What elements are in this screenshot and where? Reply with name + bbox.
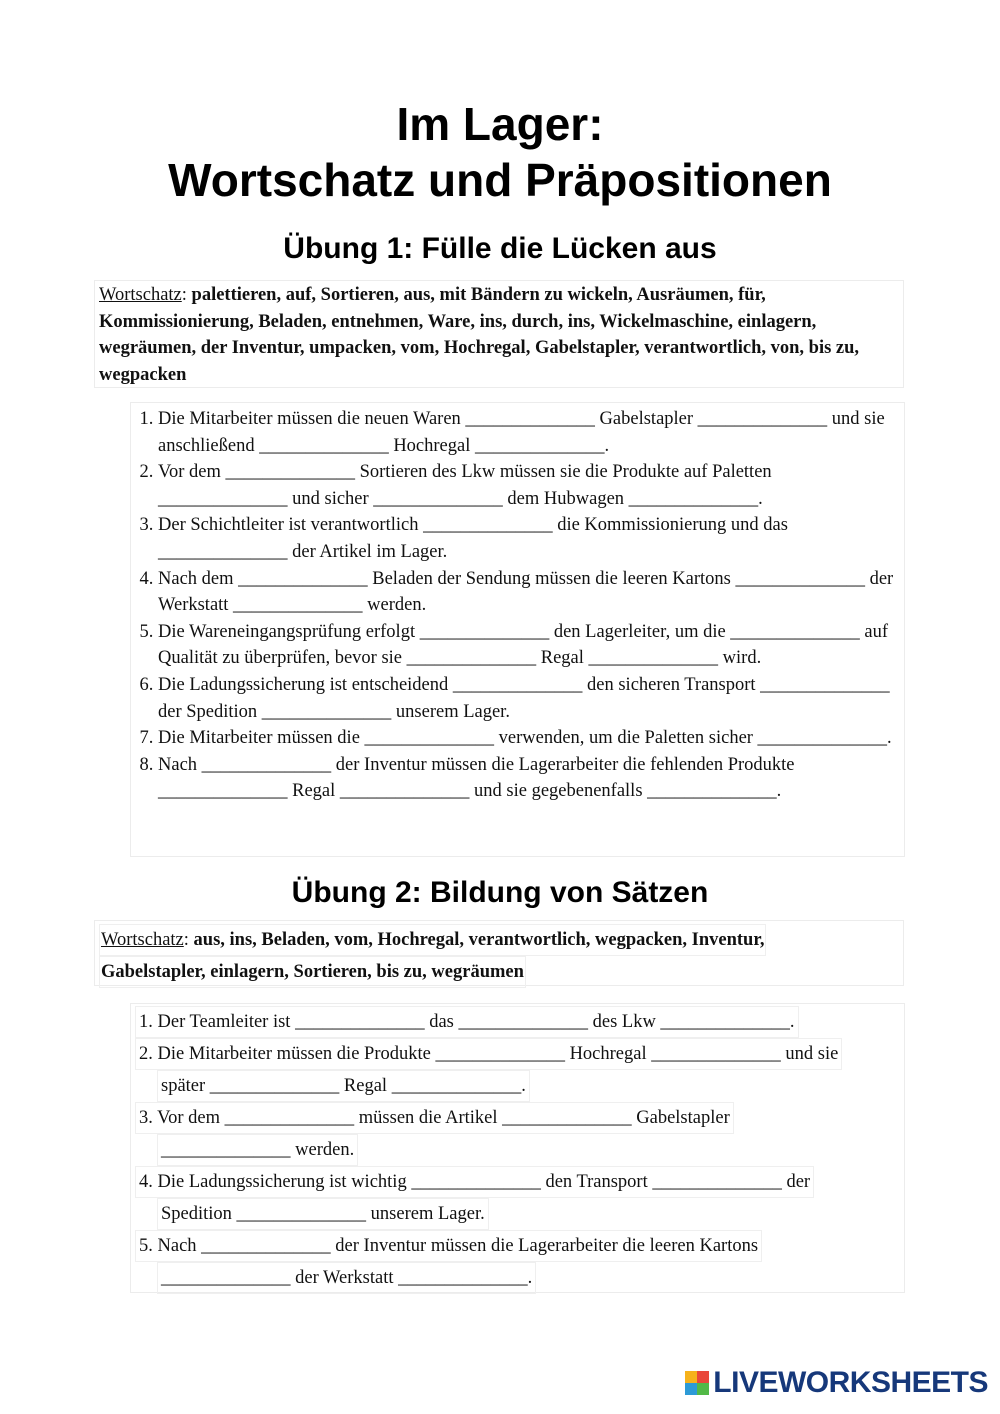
sentence-3[interactable]: 3. Der Schichtleiter ist verantwortlich ______________ die Kommissionierung und das ______________ der Artikel im Lager. (158, 512, 894, 565)
sentence-6[interactable]: 6. Die Ladungssicherung ist entscheidend ______________ den sicheren Transport ______________ der Spedition ______________ unserem Lager. (158, 672, 894, 725)
exercise1-sentences (130, 402, 905, 857)
exercise2-vocab-box (94, 920, 904, 986)
ex2-line-1[interactable]: 1. Der Teamleiter ist ______________ das ______________ des Lkw ______________. (135, 1006, 799, 1038)
liveworksheets-logo[interactable] (685, 1366, 988, 1400)
sentence-1[interactable]: 1. Die Mitarbeiter müssen die neuen Waren ______________ Gabelstapler ______________ und sie anschließend ______________ Hochregal ______________. (158, 406, 894, 459)
sentence-8[interactable]: 8. Nach ______________ der Inventur müssen die Lagerarbeiter die fehlenden Produkte ______________ Regal ______________ und sie gegebenenfalls ______________. (158, 752, 894, 805)
sentence-2[interactable]: 2. Vor dem ______________ Sortieren des Lkw müssen sie die Produkte auf Paletten ______________ und sicher ______________ dem Hubwagen ______________. (158, 459, 894, 512)
sentence-4[interactable]: 4. Nach dem ______________ Beladen der Sendung müssen die leeren Kartons ______________ der Werkstatt ______________ werden. (158, 566, 894, 619)
ex2-line-4[interactable]: 3. Vor dem ______________ müssen die Artikel ______________ Gabelstapler (135, 1102, 734, 1134)
liveworksheets-logo-icon (685, 1371, 709, 1395)
ex2-line-3[interactable]: später ______________ Regal ______________. (157, 1070, 530, 1102)
ex2-line-6[interactable]: 4. Die Ladungssicherung ist wichtig ______________ den Transport ______________ der (135, 1166, 814, 1198)
ex2-line-7[interactable]: Spedition ______________ unserem Lager. (157, 1198, 489, 1230)
vocab2-label: Wortschatz (101, 930, 184, 950)
title-line-1: Im Lager: (396, 98, 604, 150)
sentence-7[interactable]: 7. Die Mitarbeiter müssen die ______________ verwenden, um die Paletten sicher ______________. (158, 725, 894, 752)
vocab2-line-2 (99, 956, 526, 988)
sentence-list (131, 406, 894, 805)
exercise1-heading: Übung 1: Fülle die Lücken aus (283, 232, 717, 265)
exercise2-sentences (130, 1003, 905, 1293)
sentence-5[interactable]: 5. Die Wareneingangsprüfung erfolgt ______________ den Lagerleiter, um die ______________ auf Qualität zu überprüfen, bevor sie ______________ Regal ______________ wird. (158, 619, 894, 672)
page-title (0, 96, 1000, 208)
exercise2-heading: Übung 2: Bildung von Sätzen (291, 876, 709, 909)
ex2-line-5[interactable]: ______________ werden. (157, 1134, 358, 1166)
vocab2-line-1: Wortschatz: aus, ins, Beladen, vom, Hochregal, verantwortlich, wegpacken, Inventur, (99, 924, 766, 956)
title-line-2: Wortschatz und Präpositionen (168, 154, 832, 206)
ex2-line-8[interactable]: 5. Nach ______________ der Inventur müssen die Lagerarbeiter die leeren Kartons (135, 1230, 762, 1262)
vocab-words: palettieren, auf, Sortieren, aus, mit Bändern zu wickeln, Ausräumen, für, Kommissionierung, Beladen, entnehmen, Ware, ins, durch, ins, Wickelmaschine, einlagern, wegräumen, der Inventur, umpacken, vom, Hochregal, Gabelstapler, verantwortlich, von, bis zu, wegpacken (99, 285, 860, 385)
ex2-line-2[interactable]: 2. Die Mitarbeiter müssen die Produkte ______________ Hochregal ______________ und sie (135, 1038, 842, 1070)
exercise1-vocab-box: Wortschatz: palettieren, auf, Sortieren, aus, mit Bändern zu wickeln, Ausräumen, für, Kommissionierung, Beladen, entnehmen, Ware, ins, durch, ins, Wickelmaschine, einlagern, wegräumen, der Inventur, umpacken, vom, Hochregal, Gabelstapler, verantwortlich, von, bis zu, wegpacken (94, 280, 904, 388)
ex2-line-9[interactable]: ______________ der Werkstatt ______________. (157, 1262, 536, 1294)
vocab2-words-2: Gabelstapler, einlagern, Sortieren, bis zu, wegräumen (101, 962, 524, 982)
logo-text: LIVEWORKSHEETS (713, 1366, 988, 1399)
vocab-label: Wortschatz (99, 285, 182, 305)
vocab2-words-1: aus, ins, Beladen, vom, Hochregal, verantwortlich, wegpacken, Inventur, (193, 930, 765, 950)
